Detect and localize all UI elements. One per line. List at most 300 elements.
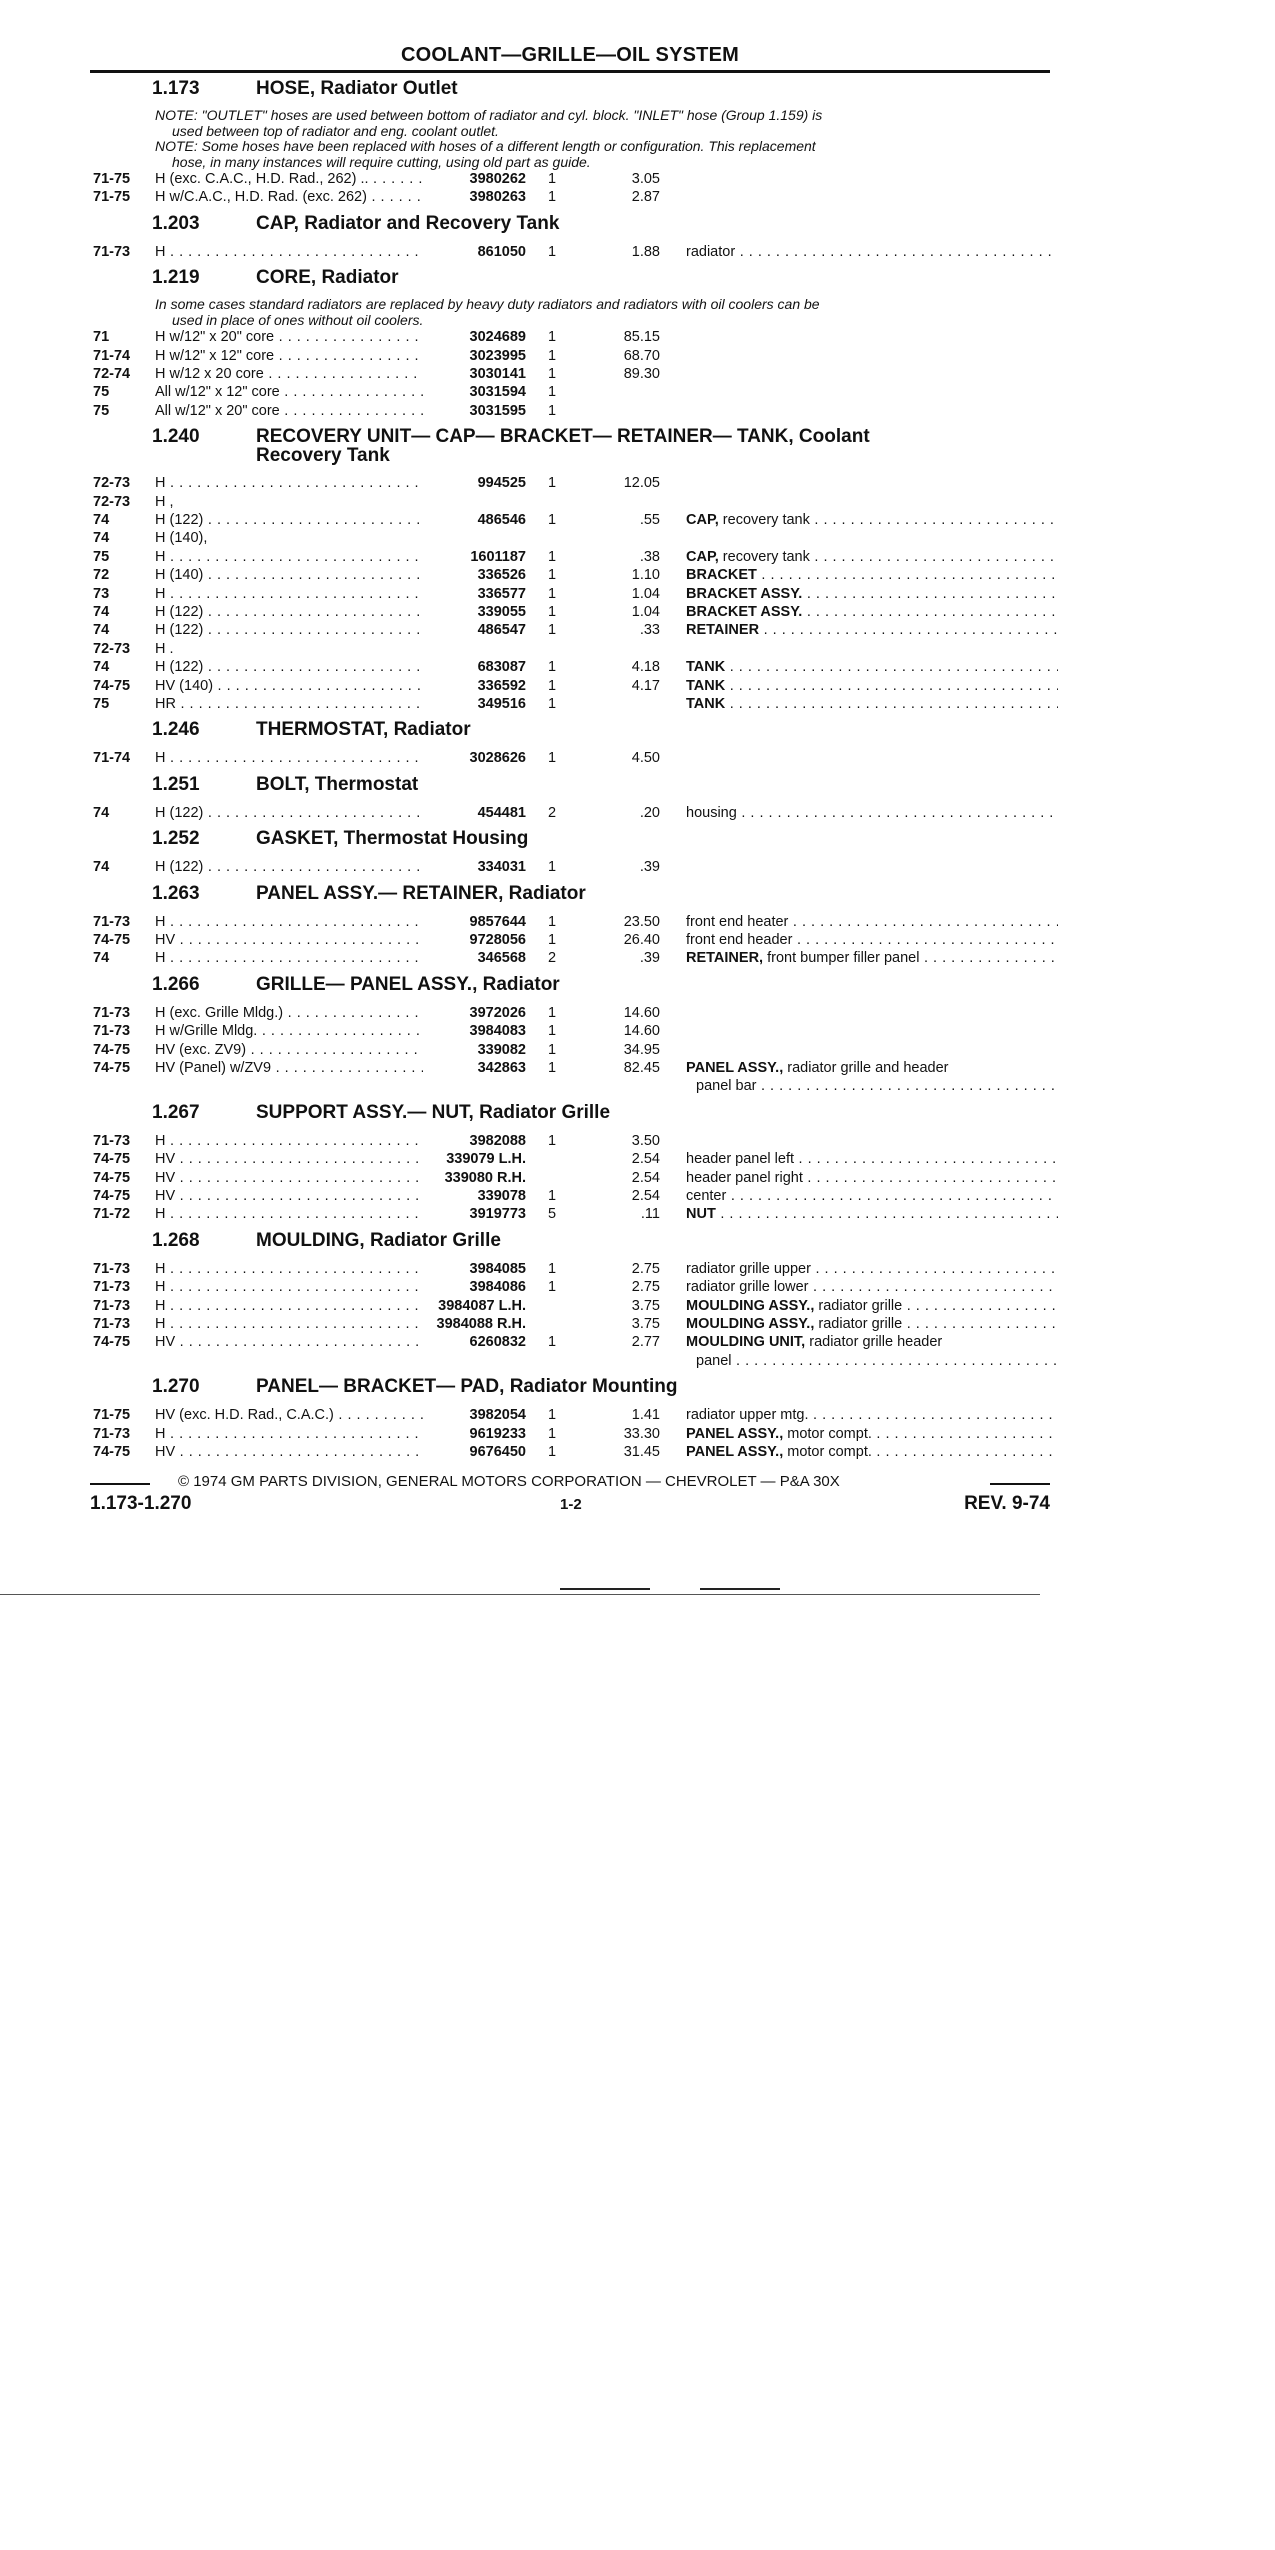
model-applicability: H . . . [155, 548, 423, 566]
part-description [686, 1297, 1058, 1315]
part-description [686, 1150, 1058, 1168]
part-row [0, 913, 1100, 931]
quantity: 1 [548, 750, 557, 767]
model-applicability: H w/12" x 20" core . . . [155, 328, 423, 346]
section-note: hose, in many instances will require cutting, using old part as guide. [172, 153, 591, 170]
part-number: 3980263 [469, 189, 526, 206]
part-row [0, 383, 1100, 401]
price: .38 [639, 548, 660, 565]
quantity: 1 [548, 696, 557, 712]
part-number: 3984085 [469, 1260, 526, 1277]
quantity: 1 [548, 1444, 557, 1460]
section-title-continued: Recovery Tank [256, 445, 390, 467]
model-applicability: HR . . . [155, 695, 423, 713]
quantity: 1 [548, 171, 557, 187]
part-row [0, 603, 1100, 621]
description-keyword: CAP, [686, 512, 719, 528]
description-keyword: RETAINER, [686, 950, 764, 967]
part-number: 342863 [477, 1060, 526, 1076]
part-number: 339055 [477, 604, 526, 620]
model-applicability: H . . . [155, 1297, 423, 1315]
section-heading [0, 883, 1100, 909]
model-applicability: H (140) . . . [155, 566, 423, 584]
part-row [0, 695, 1100, 713]
quantity: 1 [548, 384, 557, 401]
part-row [0, 1059, 1100, 1077]
part-description [686, 658, 1058, 676]
section-title: SUPPORT ASSY.— NUT, Radiator Grille [256, 1101, 611, 1123]
description-text: header panel right [686, 1169, 803, 1186]
section-heading [0, 774, 1100, 800]
quantity: 1 [548, 677, 557, 694]
quantity: 1 [548, 548, 557, 565]
model-applicability: H . . . [155, 474, 423, 492]
part-row-continuation [0, 1352, 1100, 1370]
price: 1.04 [631, 585, 660, 602]
price: .20 [639, 804, 660, 821]
part-row [0, 749, 1100, 767]
part-row [0, 548, 1100, 566]
quantity: 1 [548, 1279, 557, 1296]
model-year: 71-73 [93, 1425, 131, 1442]
section-number: 1.267 [152, 1101, 200, 1123]
part-row [0, 1187, 1100, 1205]
section-number: 1.270 [152, 1376, 200, 1398]
description-text: housing [686, 804, 737, 821]
section-heading [0, 267, 1100, 293]
part-description [686, 931, 1058, 949]
model-applicability: H . . . [155, 243, 423, 261]
part-description [686, 695, 1058, 713]
model-year: 71-73 [93, 243, 131, 260]
quantity: 1 [548, 859, 557, 876]
part-number: 3028626 [469, 750, 526, 767]
part-row [0, 511, 1100, 529]
model-applicability: All w/12" x 12" core . . . [155, 383, 423, 401]
part-row [0, 1169, 1100, 1187]
part-description [686, 677, 1058, 695]
part-description [686, 1260, 1058, 1278]
model-year: 75 [93, 384, 110, 401]
part-number: 994525 [477, 475, 526, 492]
price: 12.05 [623, 475, 660, 492]
price: 1.10 [631, 567, 660, 584]
description-text: recovery tank [718, 548, 810, 565]
model-year: 74-75 [93, 677, 131, 694]
model-applicability: H . . . [155, 1425, 423, 1443]
description-keyword: CAP, [686, 548, 719, 565]
model-applicability: H w/12" x 12" core . . . [155, 347, 423, 365]
part-number: 3980262 [469, 171, 526, 187]
section-note: In some cases standard radiators are replaced by heavy duty radiators and radiators with oil coolers can be [155, 296, 820, 313]
section-title: HOSE, Radiator Outlet [256, 78, 458, 99]
part-number: 3984087 L.H. [438, 1297, 526, 1314]
part-row [0, 621, 1100, 639]
description-text: radiator grille lower [686, 1279, 809, 1296]
part-number: 486547 [477, 622, 526, 639]
model-applicability: H (122) . . . [155, 658, 423, 676]
price: 4.17 [631, 677, 660, 694]
price: 33.30 [623, 1425, 660, 1442]
part-number: 3984083 [469, 1023, 526, 1040]
model-year: 72 [93, 567, 110, 584]
part-number: 3984086 [469, 1279, 526, 1296]
part-number: 3982088 [469, 1132, 526, 1149]
part-row [0, 677, 1100, 695]
part-row [0, 243, 1100, 261]
model-applicability: H (exc. C.A.C., H.D. Rad., 262) .. . . . [155, 170, 423, 188]
model-year: 75 [93, 548, 110, 565]
section-title: GASKET, Thermostat Housing [256, 828, 529, 850]
description-keyword: TANK [686, 659, 726, 676]
footer-rule-left [90, 1483, 150, 1485]
quantity: 1 [548, 622, 557, 639]
price: 3.75 [631, 1316, 660, 1332]
header-rule [90, 70, 1050, 73]
quantity: 1 [548, 913, 557, 930]
description-keyword: RETAINER [686, 622, 760, 639]
quantity: 1 [548, 932, 557, 948]
part-row [0, 1425, 1100, 1443]
part-description [686, 949, 1058, 967]
price: 4.18 [631, 659, 660, 676]
model-applicability: H (140), [155, 530, 208, 547]
part-description [686, 804, 1058, 822]
quantity: 1 [548, 1132, 557, 1149]
description-text: recovery tank [718, 512, 810, 528]
scan-edge-line [0, 1594, 1040, 1595]
section-range: 1.173-1.270 [90, 1493, 192, 1515]
part-number: 3031594 [469, 384, 526, 401]
price: 2.75 [631, 1279, 660, 1296]
section-number: 1.246 [152, 719, 200, 741]
model-year: 74 [93, 859, 110, 876]
description-text: radiator grille header [805, 1334, 943, 1351]
description-keyword: BRACKET ASSY. [686, 604, 803, 620]
part-row [0, 931, 1100, 949]
quantity: 1 [548, 189, 557, 206]
price: 1.41 [631, 1407, 660, 1424]
model-applicability: H . . . [155, 1278, 423, 1296]
description-text: motor compt. [783, 1444, 872, 1460]
model-year: 71-73 [93, 1279, 131, 1296]
price: 89.30 [623, 366, 660, 382]
model-year: 71-73 [93, 1132, 131, 1149]
part-number: 339079 L.H. [446, 1151, 526, 1168]
price: 1.04 [631, 604, 660, 620]
price: 2.87 [631, 189, 660, 206]
part-row [0, 365, 1100, 383]
model-applicability: H w/C.A.C., H.D. Rad. (exc. 262) . . . [155, 188, 423, 206]
section-note: used between top of radiator and eng. coolant outlet. [172, 122, 499, 139]
section-heading [0, 1102, 1100, 1128]
quantity: 1 [548, 1060, 557, 1076]
part-description [686, 1406, 1058, 1424]
section-title: THERMOSTAT, Radiator [256, 719, 471, 741]
quantity: 1 [548, 512, 557, 528]
quantity: 1 [548, 1407, 557, 1424]
description-keyword: TANK [686, 677, 726, 694]
model-year: 74 [93, 530, 110, 547]
part-number: 339078 [477, 1188, 526, 1204]
model-applicability: H . . . [155, 585, 423, 603]
description-text: front bumper filler panel [763, 950, 920, 967]
part-number: 3919773 [469, 1206, 526, 1223]
model-applicability: H . [155, 640, 174, 657]
model-year: 72-73 [93, 475, 131, 492]
part-row [0, 188, 1100, 206]
price: 23.50 [623, 913, 660, 930]
model-applicability: HV (140) . . . [155, 677, 423, 695]
part-description [686, 603, 1058, 621]
part-number: 349516 [477, 696, 526, 712]
model-year: 73 [93, 585, 110, 602]
section-note: NOTE: Some hoses have been replaced with hoses of a different length or configuration. This replacement [155, 138, 816, 154]
section-number: 1.219 [152, 267, 200, 289]
model-year: 72-74 [93, 366, 131, 382]
model-applicability: HV (exc. ZV9) . . . [155, 1041, 423, 1059]
quantity: 2 [548, 804, 557, 821]
part-row [0, 658, 1100, 676]
part-row [0, 1333, 1100, 1351]
part-row [0, 1041, 1100, 1059]
part-number: 346568 [477, 950, 526, 967]
description-keyword: MOULDING ASSY., [686, 1297, 815, 1314]
part-description [686, 243, 1058, 261]
part-row [0, 1443, 1100, 1461]
section-title: RECOVERY UNIT— CAP— BRACKET— RETAINER— TANK, Coolant [256, 426, 870, 448]
price: .39 [639, 950, 660, 967]
part-number: 3982054 [469, 1407, 526, 1424]
model-year: 71-75 [93, 171, 131, 187]
quantity: 1 [548, 567, 557, 584]
quantity: 1 [548, 1023, 557, 1040]
model-applicability: H . . . [155, 1205, 423, 1223]
price: 31.45 [623, 1444, 660, 1460]
model-year: 74-75 [93, 1060, 131, 1076]
part-description [686, 913, 1058, 931]
description-text: radiator grille and header [783, 1060, 949, 1076]
model-year: 71-73 [93, 1297, 131, 1314]
price: 1.88 [631, 243, 660, 260]
part-description [686, 566, 1058, 584]
section-number: 1.203 [152, 212, 200, 234]
part-number: 3030141 [469, 366, 526, 382]
model-applicability: H , [155, 493, 174, 510]
model-year: 71-73 [93, 913, 131, 930]
model-year: 71-74 [93, 347, 131, 364]
model-year: 74 [93, 622, 110, 639]
scan-edge-line [700, 1588, 780, 1590]
model-applicability: H w/12 x 20 core . . . [155, 365, 423, 383]
price: 3.75 [631, 1297, 660, 1314]
part-number: 3031595 [469, 402, 526, 419]
footer-rule-right [990, 1483, 1050, 1485]
page-number: 1-2 [560, 1496, 582, 1514]
part-row [0, 640, 1100, 658]
part-description [686, 1443, 1058, 1461]
part-description [686, 511, 1058, 529]
price: .39 [639, 859, 660, 876]
model-applicability: H . . . [155, 1260, 423, 1278]
model-year: 74-75 [93, 1041, 131, 1058]
part-row [0, 328, 1100, 346]
description-keyword: PANEL ASSY., [686, 1444, 784, 1460]
model-year: 74 [93, 659, 110, 676]
model-applicability: HV (exc. H.D. Rad., C.A.C.) . . . [155, 1406, 423, 1424]
model-applicability: HV . . . [155, 931, 423, 949]
quantity: 1 [548, 402, 557, 419]
price: 3.05 [631, 171, 660, 187]
section-heading [0, 719, 1100, 745]
part-row [0, 1297, 1100, 1315]
model-year: 74-75 [93, 1151, 131, 1168]
quantity: 1 [548, 475, 557, 492]
part-description [686, 1169, 1058, 1187]
part-description-continued: panel bar . . . [696, 1077, 1058, 1095]
part-row [0, 1004, 1100, 1022]
section-heading [0, 828, 1100, 854]
model-applicability: HV . . . [155, 1150, 423, 1168]
section-number: 1.252 [152, 828, 200, 850]
part-description [686, 1059, 1058, 1077]
model-year: 72-73 [93, 640, 131, 657]
price: 34.95 [623, 1041, 660, 1058]
model-year: 71-73 [93, 1023, 131, 1040]
description-keyword: BRACKET [686, 567, 757, 584]
price: 2.54 [631, 1169, 660, 1186]
price: 4.50 [631, 750, 660, 767]
section-title: MOULDING, Radiator Grille [256, 1229, 501, 1251]
price: 14.60 [623, 1023, 660, 1040]
part-row [0, 1205, 1100, 1223]
part-row [0, 474, 1100, 492]
quantity: 1 [548, 243, 557, 260]
part-number: 1601187 [470, 548, 526, 565]
model-year: 74 [93, 604, 110, 620]
part-number: 9619233 [469, 1425, 526, 1442]
section-heading [0, 426, 1100, 467]
price: .33 [639, 622, 660, 639]
quantity: 1 [548, 659, 557, 676]
section-number: 1.173 [152, 78, 200, 99]
model-year: 71-72 [93, 1206, 131, 1223]
part-number: 334031 [477, 859, 526, 876]
model-year: 74-75 [93, 932, 131, 948]
part-description [686, 585, 1058, 603]
model-applicability: H . . . [155, 913, 423, 931]
section-title: GRILLE— PANEL ASSY., Radiator [256, 973, 560, 995]
model-year: 71-74 [93, 750, 131, 767]
price: 26.40 [623, 932, 660, 948]
part-number: 3023995 [469, 347, 526, 364]
price: .55 [639, 512, 660, 528]
part-description [686, 1187, 1058, 1205]
model-applicability: All w/12" x 20" core . . . [155, 402, 423, 420]
part-row [0, 585, 1100, 603]
model-year: 74-75 [93, 1334, 131, 1351]
part-row [0, 347, 1100, 365]
model-year: 74 [93, 512, 110, 528]
section-note: NOTE: "OUTLET" hoses are used between bottom of radiator and cyl. block. "INLET" hose (Group 1.159) is [155, 107, 823, 123]
price: 68.70 [623, 347, 660, 364]
part-row [0, 1315, 1100, 1333]
model-applicability: H . . . [155, 1315, 423, 1333]
model-year: 75 [93, 402, 110, 419]
section-title: CORE, Radiator [256, 267, 399, 289]
model-applicability: HV (Panel) w/ZV9 . . . [155, 1059, 423, 1077]
price: 2.75 [631, 1260, 660, 1277]
model-applicability: H (122) . . . [155, 603, 423, 621]
price: 14.60 [623, 1004, 660, 1021]
quantity: 2 [548, 950, 557, 967]
part-number: 9728056 [469, 932, 526, 948]
part-number: 339082 [477, 1041, 526, 1058]
section-number: 1.263 [152, 882, 200, 904]
section-heading [0, 974, 1100, 1000]
part-number: 454481 [477, 804, 526, 821]
part-description [686, 1333, 1058, 1351]
part-number: 9857644 [469, 913, 526, 930]
model-applicability: HV . . . [155, 1187, 423, 1205]
model-applicability: H (122) . . . [155, 511, 423, 529]
quantity: 1 [548, 1004, 557, 1021]
model-year: 71-75 [93, 1407, 131, 1424]
quantity: 1 [548, 329, 557, 346]
part-row [0, 170, 1100, 188]
part-row [0, 858, 1100, 876]
revision-date: REV. 9-74 [964, 1493, 1050, 1515]
part-row [0, 1278, 1100, 1296]
model-year: 74 [93, 804, 110, 821]
model-year: 74-75 [93, 1444, 131, 1460]
description-text: radiator grille [814, 1297, 903, 1314]
quantity: 5 [548, 1206, 557, 1223]
description-text: motor compt. [783, 1425, 872, 1442]
model-year: 71-75 [93, 189, 131, 206]
section-number: 1.268 [152, 1229, 200, 1251]
description-keyword: BRACKET ASSY. [686, 585, 803, 602]
model-applicability: H (122) . . . [155, 621, 423, 639]
model-year: 71 [93, 329, 110, 346]
price: 3.50 [631, 1132, 660, 1149]
model-applicability: H . . . [155, 749, 423, 767]
part-row [0, 1132, 1100, 1150]
model-year: 71-73 [93, 1004, 131, 1021]
description-text: radiator grille upper [686, 1260, 811, 1277]
model-year: 74 [93, 950, 110, 967]
part-description [686, 548, 1058, 566]
quantity: 1 [548, 1041, 557, 1058]
section-title: CAP, Radiator and Recovery Tank [256, 212, 560, 234]
part-description [686, 621, 1058, 639]
description-text: front end header [686, 932, 793, 948]
page-title: COOLANT—GRILLE—OIL SYSTEM [401, 44, 739, 66]
model-year: 71-73 [93, 1316, 131, 1332]
price: 82.45 [623, 1060, 660, 1076]
part-row [0, 949, 1100, 967]
quantity: 1 [548, 1260, 557, 1277]
part-row [0, 1150, 1100, 1168]
part-description [686, 1315, 1058, 1333]
section-title: PANEL ASSY.— RETAINER, Radiator [256, 882, 586, 904]
model-applicability: H w/Grille Mldg. . . . [155, 1022, 423, 1040]
section-heading [0, 1376, 1100, 1402]
part-number: 3972026 [469, 1004, 526, 1021]
model-applicability: HV . . . [155, 1333, 423, 1351]
part-number: 336592 [477, 677, 526, 694]
section-note: used in place of ones without oil coolers. [172, 311, 424, 328]
